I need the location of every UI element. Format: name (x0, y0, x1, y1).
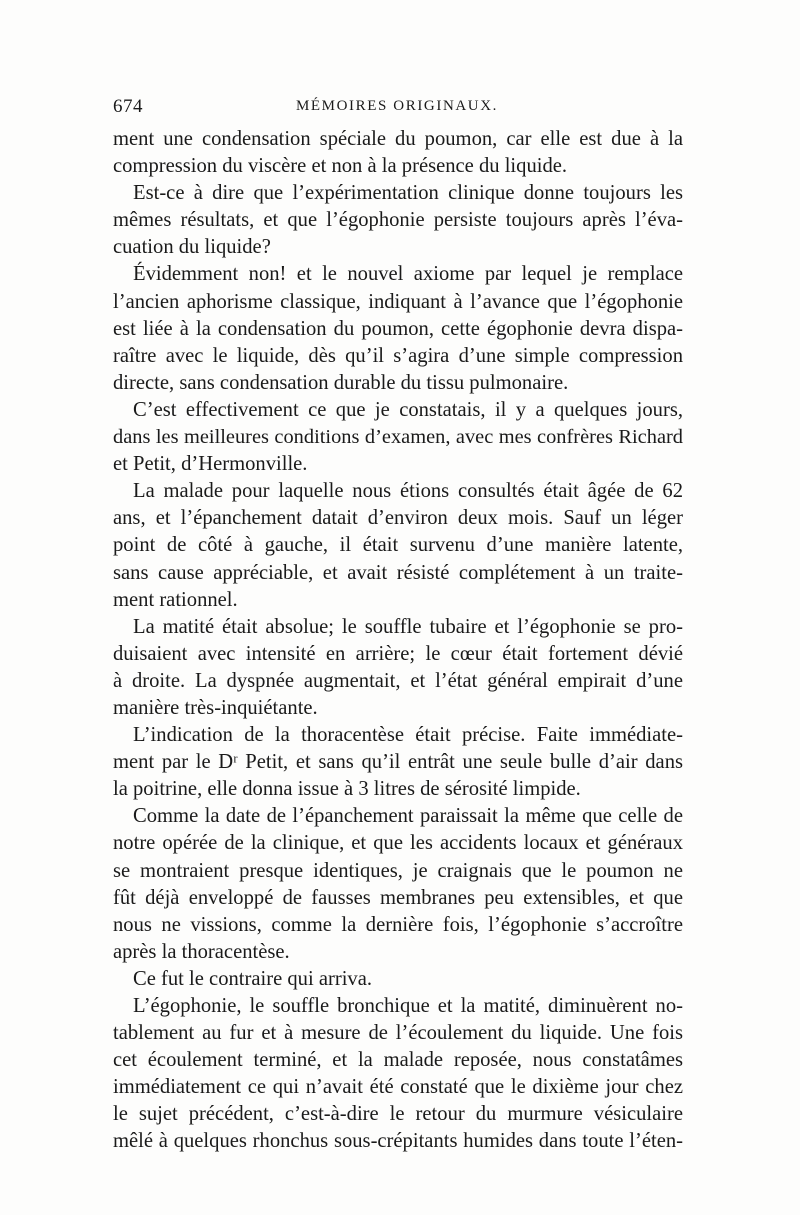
text-line: manière très-inquiétante. (113, 696, 318, 719)
text-line: et Petit, d’Hermonville. (113, 453, 308, 476)
text-line: l’ancien aphorisme classique, indiquant à l’avance que l’égophonie (113, 290, 683, 313)
text-line: nous ne vissions, comme la dernière fois, l’égophonie s’accroître (113, 913, 683, 936)
text-line: La matité était absolue; le souffle tubaire et l’égophonie se pro- (133, 615, 683, 638)
text-line: cuation du liquide? (113, 236, 271, 259)
text-line: raître avec le liquide, dès qu’il s’agira d’une simple compression (113, 344, 683, 367)
text-line: ment rationnel. (113, 588, 238, 611)
page-header (113, 96, 681, 120)
text-line: L’indication de la thoracentèse était précise. Faite immédiate- (133, 724, 683, 747)
text-line: directe, sans condensation durable du tissu pulmonaire. (113, 371, 569, 394)
text-line: La malade pour laquelle nous étions consultés était âgée de 62 (133, 480, 683, 503)
text-line: mêmes résultats, et que l’égophonie persiste toujours après l’éva- (113, 209, 683, 232)
text-line: duisaient avec intensité en arrière; le cœur était fortement dévié (113, 642, 683, 665)
text-line: compression du viscère et non à la présence du liquide. (113, 155, 568, 178)
text-line: mêlé à quelques rhonchus sous-crépitants humides dans toute l’éten- (113, 1130, 683, 1153)
text-line: notre opérée de la clinique, et que les accidents locaux et généraux (113, 832, 683, 855)
text-line: après la thoracentèse. (113, 940, 290, 963)
text-line: sans cause appréciable, et avait résisté complétement à un traite- (113, 561, 683, 584)
body-text (113, 126, 683, 1156)
text-line: L’égophonie, le souffle bronchique et la matité, diminuèrent no- (133, 995, 683, 1017)
text-line: cet écoulement terminé, et la malade reposée, nous constatâmes (113, 1049, 683, 1072)
text-line: Est-ce à dire que l’expérimentation clinique donne toujours les (133, 182, 683, 205)
text-line: tablement au fur et à mesure de l’écoulement du liquide. Une fois (113, 1022, 683, 1045)
text-line: Comme la date de l’épanchement paraissait la même que celle de (133, 805, 683, 828)
text-line: point de côté à gauche, il était survenu d’une manière latente, (113, 534, 683, 557)
text-line: immédiatement ce qui n’avait été constaté que le dixième jour chez (113, 1076, 683, 1099)
text-line: la poitrine, elle donna issue à 3 litres de sérosité limpide. (113, 778, 581, 801)
text-line: est liée à la condensation du poumon, cette égophonie devra dispa- (113, 317, 683, 340)
text-line: Évidemment non! et le nouvel axiome par lequel je remplace (133, 263, 683, 286)
text-line: dans les meilleures conditions d’examen, avec mes confrères Richard (113, 426, 683, 449)
text-line: se montraient presque identiques, je craignais que le poumon ne (113, 859, 683, 882)
running-head: MÉMOIRES ORIGINAUX. (295, 98, 499, 114)
text-line: à droite. La dyspnée augmentait, et l’état général empirait d’une (113, 669, 683, 692)
page-number: 674 (113, 96, 143, 117)
text-line: ans, et l’épanchement datait d’environ deux mois. Sauf un léger (113, 507, 683, 530)
text-line: Ce fut le contraire qui arriva. (133, 967, 373, 990)
text-line: le sujet précédent, c’est-à-dire le retour du murmure vésiculaire (113, 1103, 683, 1126)
text-line: ment par le Dʳ Petit, et sans qu’il entrât une seule bulle d’air dans (113, 751, 683, 774)
text-line: C’est effectivement ce que je constatais, il y a quelques jours, (133, 398, 683, 421)
text-line: ment une condensation spéciale du poumon, car elle est due à la (113, 128, 683, 150)
text-line: fût déjà enveloppé de fausses membranes peu extensibles, et que (113, 886, 683, 909)
